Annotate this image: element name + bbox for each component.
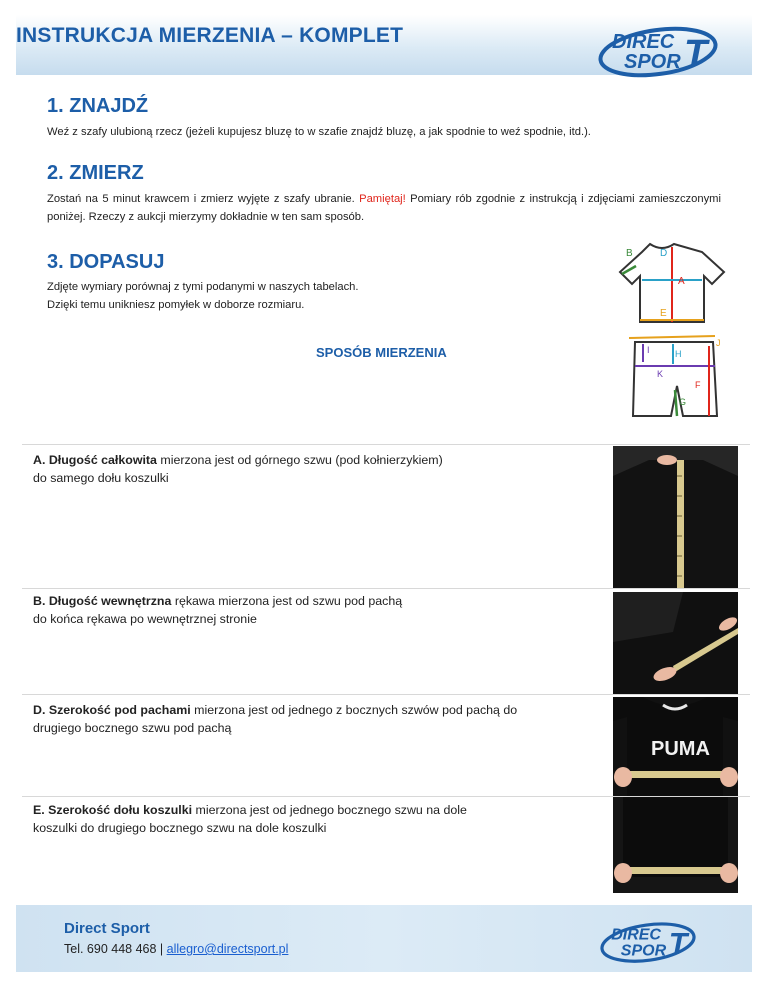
measurement-b-text: B. Długość wewnętrzna rękawa mierzona jest od szwu pod pachą do końca rękawa po wewnętrznej stronie (33, 594, 403, 626)
footer-logo (600, 918, 704, 964)
step-2-heading: 2. ZMIERZ (47, 162, 144, 184)
footer-company: Direct Sport (64, 920, 150, 937)
svg-text:B: B (626, 248, 633, 259)
photo-sleeve-measure (613, 592, 738, 694)
footer-phone: Tel. 690 448 468 | (64, 942, 167, 956)
remember-highlight: Pamiętaj! (359, 193, 406, 205)
step-3-line-2: Dzięki temu unikniesz pomyłek w doborze rozmiaru. (47, 299, 305, 311)
svg-text:SPOR: SPOR (620, 942, 667, 960)
svg-text:J: J (716, 338, 721, 348)
footer-contact (64, 942, 288, 956)
svg-text:E: E (660, 308, 667, 319)
divider (22, 694, 750, 695)
step-1-heading: 1. ZNAJDŹ (47, 95, 149, 117)
svg-text:DIREC: DIREC (612, 31, 675, 53)
svg-text:I: I (647, 345, 650, 355)
step-3-heading: 3. DOPASUJ (47, 251, 165, 273)
svg-text:G: G (679, 397, 687, 407)
step-2-text: Zostań na 5 minut krawcem i zmierz wyjęte z szafy ubranie. Pamiętaj! Pomiary rób zgodnie z instrukcją i zdjęciami zamieszczonymi poniżej. Rzeczy z aukcji mierzymy dokładnie w ten sam sposób. (47, 193, 721, 223)
measurement-a-text: A. Długość całkowita mierzona jest od górnego szwu (pod kołnierzykiem) do samego dołu koszulki (33, 453, 443, 485)
shirt-diagram (612, 238, 732, 335)
photo-hem-measure (613, 797, 738, 893)
measurement-d-text: D. Szerokość pod pachami mierzona jest od jednego z bocznych szwów pod pachą do drugiego bocznego szwu pod pachą (33, 703, 518, 735)
svg-text:H: H (675, 349, 682, 359)
svg-text:DIREC: DIREC (611, 926, 661, 944)
svg-text:T: T (684, 33, 708, 75)
divider (22, 444, 750, 445)
svg-text:T: T (668, 926, 688, 961)
photo-length-measure (613, 446, 738, 589)
svg-text:A: A (678, 276, 685, 287)
photo-chest-measure (613, 697, 738, 797)
page-title: INSTRUKCJA MIERZENIA – KOMPLET (16, 24, 404, 47)
footer-email-link[interactable]: allegro@directsport.pl (166, 942, 289, 956)
method-heading: SPOSÓB MIERZENIA (316, 345, 447, 360)
svg-text:K: K (657, 369, 664, 379)
direct-sport-logo (598, 22, 728, 78)
svg-text:F: F (695, 380, 701, 390)
step-3-line-1: Zdjęte wymiary porównaj z tymi podanymi w naszych tabelach. (47, 281, 359, 293)
measurement-e-text: E. Szerokość dołu koszulki mierzona jest od jednego bocznego szwu na dole koszulki do drugiego bocznego szwu na dole koszulki (33, 803, 467, 835)
divider (22, 588, 750, 589)
svg-text:SPOR: SPOR (624, 51, 681, 73)
brand-print: PUMA (651, 738, 710, 760)
step-1-text: Weź z szafy ulubioną rzecz (jeżeli kupujesz bluzę to w szafie znajdź bluzę, a jak spodnie to weź spodnie, itd.). (47, 126, 591, 138)
shorts-diagram (625, 330, 725, 430)
svg-text:D: D (660, 248, 668, 259)
